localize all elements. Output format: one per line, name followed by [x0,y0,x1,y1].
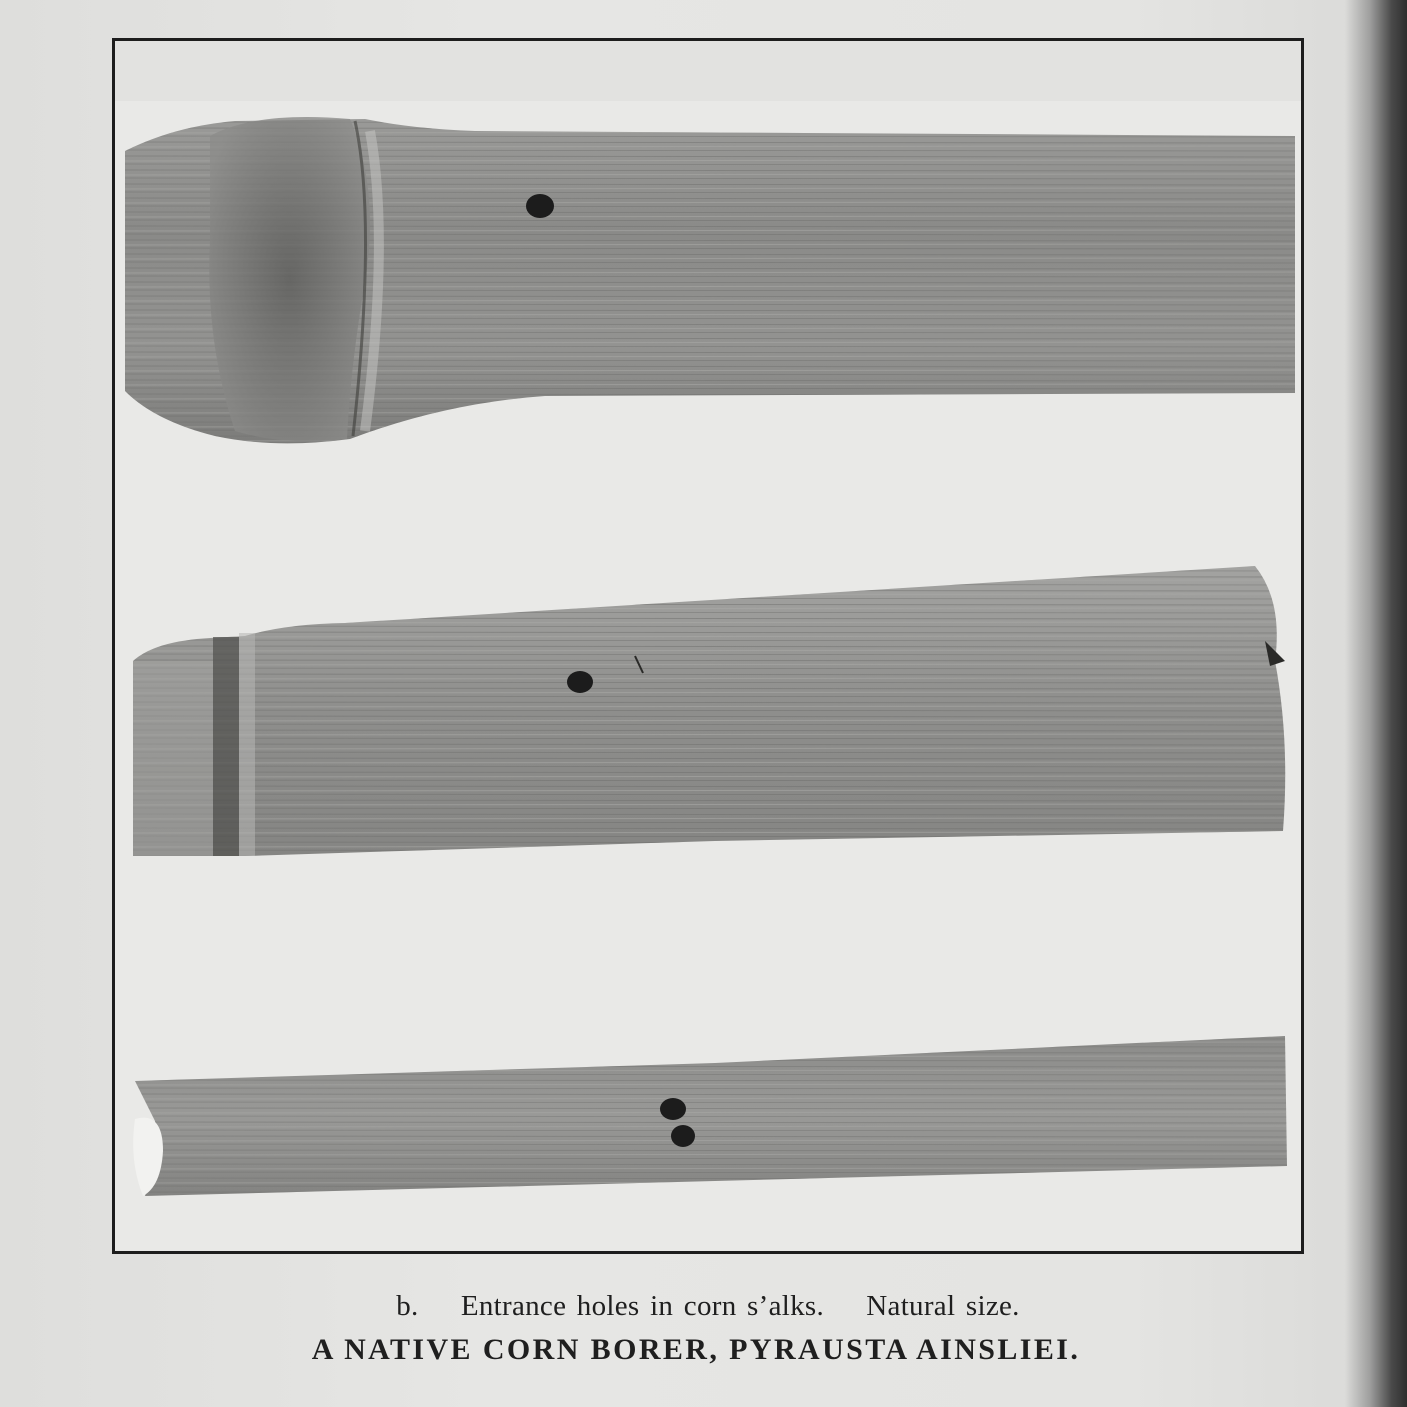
entrance-hole [567,671,593,693]
plate-title: A NATIVE CORN BORER, PYRAUSTA AINSLIEI. [311,1333,1081,1366]
figure-label: b. [396,1290,419,1322]
book-spine-shadow [1345,0,1407,1407]
figure-description: Entrance holes in corn s’alks. [460,1290,825,1322]
photo-plate [112,38,1304,1254]
entrance-hole [660,1098,686,1120]
corn-stalks-photo [115,41,1301,1251]
entrance-hole [671,1125,695,1147]
scale-note: Natural size. [866,1290,1020,1322]
entrance-hole [526,194,554,218]
figure-caption [112,1290,1304,1323]
